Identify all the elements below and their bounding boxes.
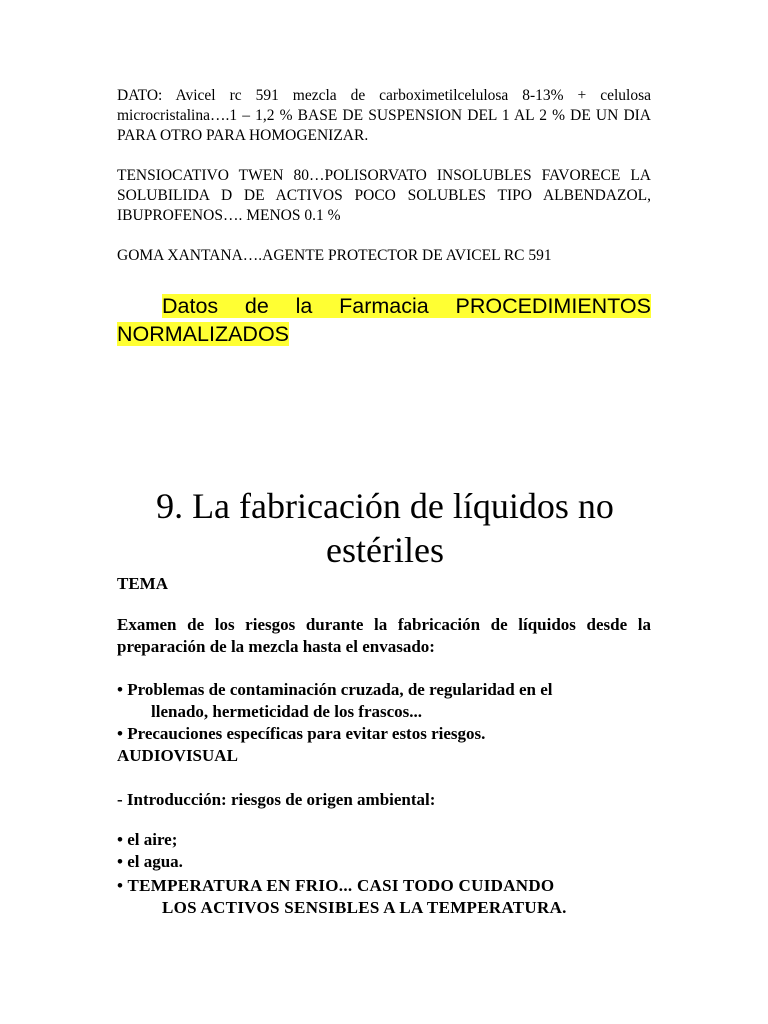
intro-paragraph: Examen de los riesgos durante la fabricación de líquidos desde la preparación de la mezcla hasta el envasado:	[117, 615, 651, 656]
audiovisual-label: AUDIOVISUAL	[117, 746, 238, 765]
note-goma: GOMA XANTANA….AGENTE PROTECTOR DE AVICEL RC 591	[117, 247, 552, 264]
tema-label: TEMA	[117, 574, 168, 593]
item-temperatura-line1: • TEMPERATURA EN FRIO... CASI TODO CUIDANDO	[117, 876, 555, 895]
item-temperatura-line2: LOS ACTIVOS SENSIBLES A LA TEMPERATURA.	[162, 898, 567, 917]
highlight-text: Datos de la Farmacia PROCEDIMIENTOS NORMALIZADOS	[117, 294, 651, 346]
note-tensioactivo: TENSIOCATIVO TWEN 80…POLISORVATO INSOLUBLES FAVORECE LA SOLUBILIDA D DE ACTIVOS POCO SOLUBLES TIPO ALBENDAZOL, IBUPROFENOS…. MENOS 0.1 %	[117, 167, 651, 224]
bullet-precauciones: • Precauciones específicas para evitar estos riesgos.	[117, 724, 486, 743]
intro-ambiental: - Introducción: riesgos de origen ambiental:	[117, 790, 436, 809]
note-dato: DATO: Avicel rc 591 mezcla de carboximetilcelulosa 8-13% + celulosa microcristalina….1 – 1,2 % BASE DE SUSPENSION DEL 1 AL 2 % DE UN DIA PARA OTRO PARA HOMOGENIZAR.	[117, 87, 651, 144]
section-title: 9. La fabricación de líquidos no estériles	[156, 486, 614, 570]
bullet-contaminacion-line2: llenado, hermeticidad de los frascos...	[151, 702, 423, 721]
bullet-contaminacion-line1: • Problemas de contaminación cruzada, de regularidad en el	[117, 680, 553, 699]
highlight-heading	[117, 292, 651, 348]
bullet-contaminacion	[117, 679, 651, 723]
item-aire: • el aire;	[117, 830, 178, 849]
item-agua: • el agua.	[117, 852, 183, 871]
item-temperatura	[117, 875, 651, 919]
